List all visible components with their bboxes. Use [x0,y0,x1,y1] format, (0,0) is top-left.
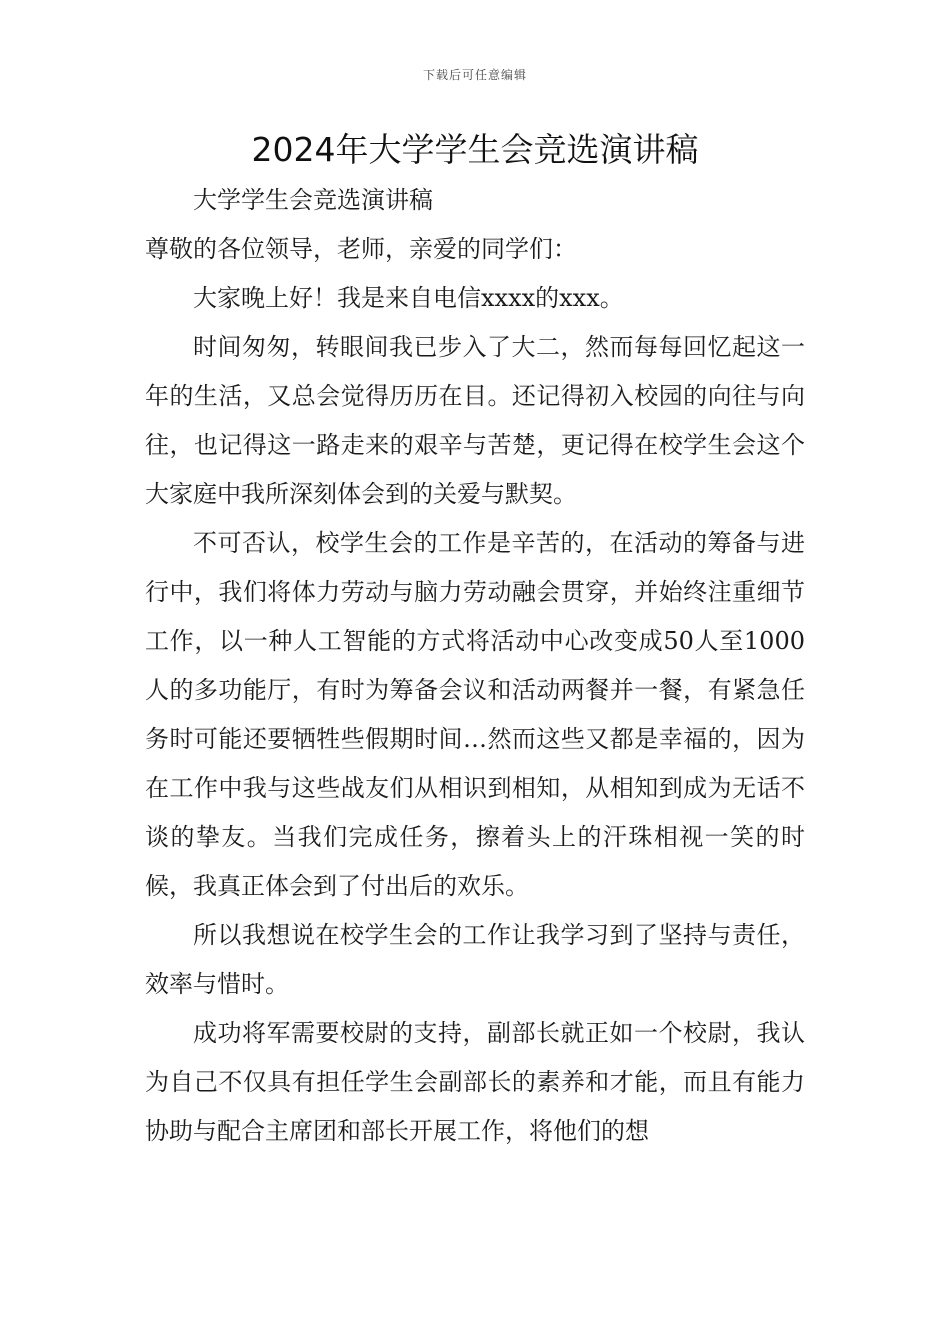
document-body [145,176,805,1156]
header-note: 下载后可任意编辑 [422,68,527,82]
paragraph-candidacy: 成功将军需要校尉的支持，副部长就正如一个校尉，我认为自己不仅具有担任学生会副部长的素养和才能，而且有能力协助与配合主席团和部长开展工作，将他们的想 [145,1019,805,1145]
paragraph-memories: 时间匆匆，转眼间我已步入了大二，然而每每回忆起这一年的生活，又总会觉得历历在目。还记得初入校园的向往与向往，也记得这一路走来的艰辛与苦楚，更记得在校学生会这个大家庭中我所深刻体会到的关爱与默契。 [145,333,805,508]
paragraph-greeting: 大家晚上好！我是来自电信xxxx的xxx。 [193,284,624,312]
salutation: 尊敬的各位领导，老师，亲爱的同学们： [145,235,577,263]
paragraph-lessons: 所以我想说在校学生会的工作让我学习到了坚持与责任，效率与惜时。 [145,921,805,998]
paragraph-hard-work: 不可否认，校学生会的工作是辛苦的，在活动的筹备与进行中，我们将体力劳动与脑力劳动融会贯穿，并始终注重细节工作，以一种人工智能的方式将活动中心改变成50人至1000人的多功能厅，有时为筹备会议和活动两餐并一餐，有紧急任务时可能还要牺牲些假期时间…然而这些又都是幸福的，因为在工作中我与这些战友们从相识到相知，从相知到成为无话不谈的挚友。当我们完成任务，擦着头上的汗珠相视一笑的时候，我真正体会到了付出后的欢乐。 [145,529,805,900]
document-title: 2024年大学学生会竞选演讲稿 [251,130,699,169]
document-subtitle: 大学学生会竞选演讲稿 [193,186,433,214]
